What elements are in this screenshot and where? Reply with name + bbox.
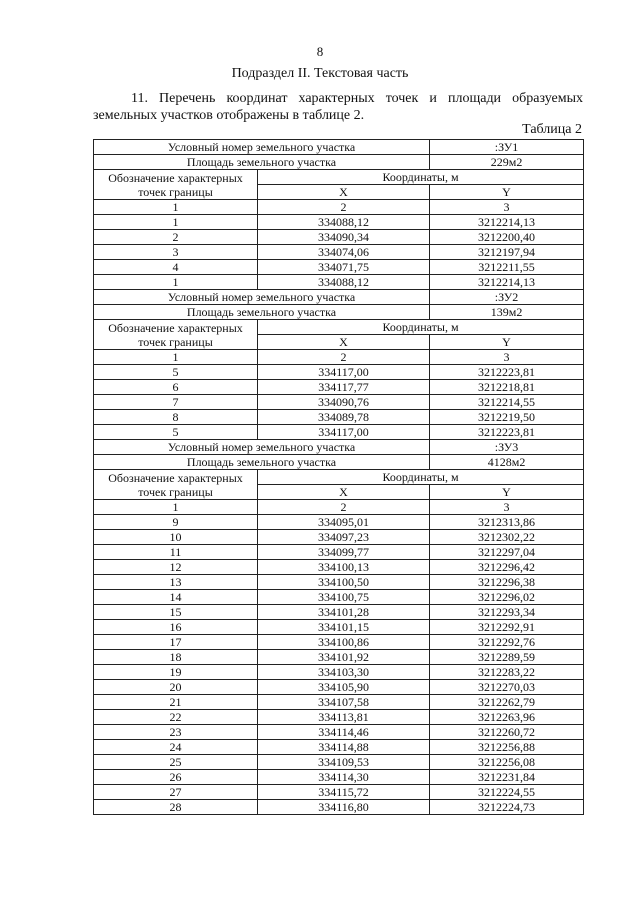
table-row xyxy=(94,650,584,665)
point-number: 5 xyxy=(94,425,258,440)
y-coordinate: 3212224,73 xyxy=(430,800,584,815)
y-coordinate: 3212260,72 xyxy=(430,725,584,740)
parcel-area-value: 4128м2 xyxy=(430,455,584,470)
coordinates-header: Координаты, м xyxy=(258,320,584,335)
point-number: 18 xyxy=(94,650,258,665)
y-header: Y xyxy=(430,185,584,200)
x-coordinate: 334113,81 xyxy=(258,710,430,725)
parcel-area-label: Площадь земельного участка xyxy=(94,305,430,320)
column-number: 3 xyxy=(430,500,584,515)
point-number: 28 xyxy=(94,800,258,815)
x-coordinate: 334114,88 xyxy=(258,740,430,755)
table-row xyxy=(94,740,584,755)
table-row xyxy=(94,665,584,680)
x-header: X xyxy=(258,335,430,350)
y-coordinate: 3212214,13 xyxy=(430,275,584,290)
x-coordinate: 334088,12 xyxy=(258,215,430,230)
x-coordinate: 334095,01 xyxy=(258,515,430,530)
parcel-number-row xyxy=(94,290,584,305)
point-number: 23 xyxy=(94,725,258,740)
parcel-number-value: :ЗУ1 xyxy=(430,140,584,155)
table-row xyxy=(94,530,584,545)
x-coordinate: 334097,23 xyxy=(258,530,430,545)
table-row xyxy=(94,635,584,650)
point-number: 25 xyxy=(94,755,258,770)
table-row xyxy=(94,365,584,380)
point-number: 10 xyxy=(94,530,258,545)
y-coordinate: 3212256,88 xyxy=(430,740,584,755)
y-coordinate: 3212219,50 xyxy=(430,410,584,425)
x-coordinate: 334099,77 xyxy=(258,545,430,560)
x-coordinate: 334100,75 xyxy=(258,590,430,605)
point-number: 26 xyxy=(94,770,258,785)
point-number: 21 xyxy=(94,695,258,710)
point-number: 5 xyxy=(94,365,258,380)
x-coordinate: 334100,86 xyxy=(258,635,430,650)
y-coordinate: 3212197,94 xyxy=(430,245,584,260)
parcel-area-label: Площадь земельного участка xyxy=(94,455,430,470)
y-coordinate: 3212297,04 xyxy=(430,545,584,560)
y-coordinate: 3212283,22 xyxy=(430,665,584,680)
y-coordinate: 3212263,96 xyxy=(430,710,584,725)
point-number: 15 xyxy=(94,605,258,620)
table-row xyxy=(94,245,584,260)
y-coordinate: 3212296,02 xyxy=(430,590,584,605)
table-header-row xyxy=(94,320,584,335)
parcel-number-label: Условный номер земельного участка xyxy=(94,440,430,455)
x-coordinate: 334115,72 xyxy=(258,785,430,800)
point-number: 17 xyxy=(94,635,258,650)
y-coordinate: 3212200,40 xyxy=(430,230,584,245)
parcel-number-label: Условный номер земельного участка xyxy=(94,140,430,155)
y-coordinate: 3212293,34 xyxy=(430,605,584,620)
x-coordinate: 334101,92 xyxy=(258,650,430,665)
x-coordinate: 334117,00 xyxy=(258,425,430,440)
table-row xyxy=(94,575,584,590)
y-coordinate: 3212218,81 xyxy=(430,380,584,395)
point-designation-header: Обозначение характерных точек границы xyxy=(94,320,258,350)
table-row xyxy=(94,695,584,710)
column-number: 3 xyxy=(430,200,584,215)
intro-paragraph: 11. Перечень координат характерных точек и площади образуемых земельных участков отображены в таблице 2. xyxy=(93,91,583,123)
point-number: 22 xyxy=(94,710,258,725)
y-coordinate: 3212296,38 xyxy=(430,575,584,590)
x-coordinate: 334109,53 xyxy=(258,755,430,770)
x-header: X xyxy=(258,185,430,200)
table-row xyxy=(94,410,584,425)
table-row xyxy=(94,755,584,770)
point-number: 1 xyxy=(94,215,258,230)
column-numbering-row xyxy=(94,350,584,365)
table-row xyxy=(94,770,584,785)
table-row xyxy=(94,215,584,230)
point-number: 3 xyxy=(94,245,258,260)
y-coordinate: 3212211,55 xyxy=(430,260,584,275)
point-number: 6 xyxy=(94,380,258,395)
y-coordinate: 3212302,22 xyxy=(430,530,584,545)
parcel-number-row xyxy=(94,440,584,455)
table-row xyxy=(94,395,584,410)
point-number: 24 xyxy=(94,740,258,755)
point-number: 8 xyxy=(94,410,258,425)
table-header-row xyxy=(94,170,584,185)
x-coordinate: 334090,76 xyxy=(258,395,430,410)
x-coordinate: 334088,12 xyxy=(258,275,430,290)
parcel-area-row xyxy=(94,305,584,320)
x-coordinate: 334105,90 xyxy=(258,680,430,695)
y-header: Y xyxy=(430,335,584,350)
x-coordinate: 334116,80 xyxy=(258,800,430,815)
x-coordinate: 334117,00 xyxy=(258,365,430,380)
column-number: 3 xyxy=(430,350,584,365)
table-row xyxy=(94,620,584,635)
x-coordinate: 334117,77 xyxy=(258,380,430,395)
parcel-area-label: Площадь земельного участка xyxy=(94,155,430,170)
y-coordinate: 3212296,42 xyxy=(430,560,584,575)
parcel-area-value: 229м2 xyxy=(430,155,584,170)
column-numbering-row xyxy=(94,500,584,515)
parcel-area-row xyxy=(94,155,584,170)
point-designation-header: Обозначение характерных точек границы xyxy=(94,470,258,500)
point-number: 1 xyxy=(94,275,258,290)
coordinates-table xyxy=(93,139,584,815)
column-numbering-row xyxy=(94,200,584,215)
table-row xyxy=(94,680,584,695)
point-number: 27 xyxy=(94,785,258,800)
x-header: X xyxy=(258,485,430,500)
y-coordinate: 3212292,76 xyxy=(430,635,584,650)
parcel-area-row xyxy=(94,455,584,470)
table-row xyxy=(94,605,584,620)
y-coordinate: 3212262,79 xyxy=(430,695,584,710)
y-coordinate: 3212223,81 xyxy=(430,425,584,440)
column-number: 1 xyxy=(94,500,258,515)
table-header-row xyxy=(94,470,584,485)
y-coordinate: 3212256,08 xyxy=(430,755,584,770)
y-coordinate: 3212223,81 xyxy=(430,365,584,380)
table-row xyxy=(94,710,584,725)
x-coordinate: 334114,46 xyxy=(258,725,430,740)
table-row xyxy=(94,725,584,740)
x-coordinate: 334100,50 xyxy=(258,575,430,590)
point-number: 12 xyxy=(94,560,258,575)
table-caption: Таблица 2 xyxy=(522,122,582,137)
table-row xyxy=(94,800,584,815)
table-row xyxy=(94,260,584,275)
point-number: 20 xyxy=(94,680,258,695)
parcel-number-value: :ЗУ2 xyxy=(430,290,584,305)
table-row xyxy=(94,230,584,245)
y-coordinate: 3212214,13 xyxy=(430,215,584,230)
point-designation-header: Обозначение характерных точек границы xyxy=(94,170,258,200)
parcel-number-label: Условный номер земельного участка xyxy=(94,290,430,305)
column-number: 1 xyxy=(94,350,258,365)
point-number: 11 xyxy=(94,545,258,560)
y-coordinate: 3212214,55 xyxy=(430,395,584,410)
y-coordinate: 3212231,84 xyxy=(430,770,584,785)
parcel-area-value: 139м2 xyxy=(430,305,584,320)
table-row xyxy=(94,515,584,530)
page-number: 8 xyxy=(316,44,324,59)
y-coordinate: 3212224,55 xyxy=(430,785,584,800)
coordinates-header: Координаты, м xyxy=(258,470,584,485)
y-coordinate: 3212292,91 xyxy=(430,620,584,635)
table-row xyxy=(94,785,584,800)
y-coordinate: 3212289,59 xyxy=(430,650,584,665)
x-coordinate: 334101,28 xyxy=(258,605,430,620)
table-row xyxy=(94,545,584,560)
column-number: 2 xyxy=(258,350,430,365)
x-coordinate: 334100,13 xyxy=(258,560,430,575)
point-number: 19 xyxy=(94,665,258,680)
point-number: 4 xyxy=(94,260,258,275)
x-coordinate: 334114,30 xyxy=(258,770,430,785)
point-number: 13 xyxy=(94,575,258,590)
y-header: Y xyxy=(430,485,584,500)
table-row xyxy=(94,560,584,575)
column-number: 2 xyxy=(258,200,430,215)
table-row xyxy=(94,275,584,290)
point-number: 2 xyxy=(94,230,258,245)
table-row xyxy=(94,590,584,605)
parcel-number-value: :ЗУ3 xyxy=(430,440,584,455)
y-coordinate: 3212270,03 xyxy=(430,680,584,695)
subsection-title: Подраздел II. Текстовая часть xyxy=(231,66,409,81)
x-coordinate: 334074,06 xyxy=(258,245,430,260)
column-number: 2 xyxy=(258,500,430,515)
point-number: 16 xyxy=(94,620,258,635)
x-coordinate: 334107,58 xyxy=(258,695,430,710)
x-coordinate: 334090,34 xyxy=(258,230,430,245)
column-number: 1 xyxy=(94,200,258,215)
x-coordinate: 334101,15 xyxy=(258,620,430,635)
x-coordinate: 334103,30 xyxy=(258,665,430,680)
x-coordinate: 334089,78 xyxy=(258,410,430,425)
point-number: 9 xyxy=(94,515,258,530)
coordinates-header: Координаты, м xyxy=(258,170,584,185)
table-row xyxy=(94,380,584,395)
point-number: 14 xyxy=(94,590,258,605)
parcel-number-row xyxy=(94,140,584,155)
x-coordinate: 334071,75 xyxy=(258,260,430,275)
y-coordinate: 3212313,86 xyxy=(430,515,584,530)
point-number: 7 xyxy=(94,395,258,410)
table-row xyxy=(94,425,584,440)
